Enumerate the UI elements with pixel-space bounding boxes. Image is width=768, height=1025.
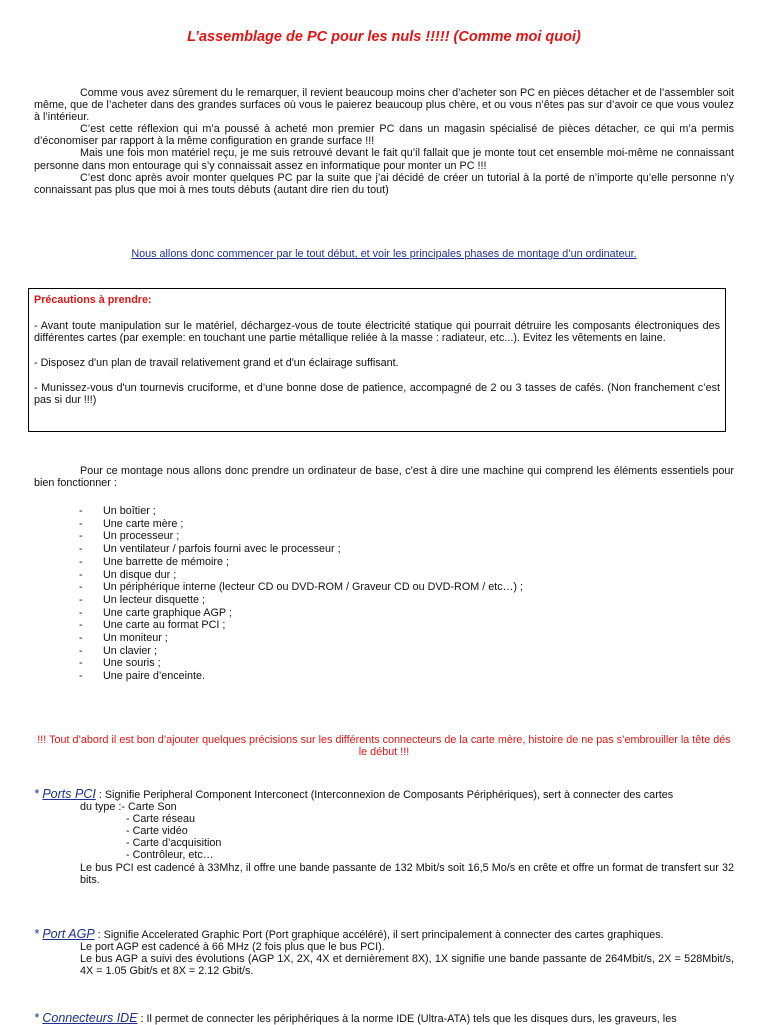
list-item: - Une souris ; <box>79 657 523 670</box>
ide-heading[interactable]: Connecteurs IDE <box>42 1011 138 1025</box>
intro-paragraph: C’est donc après avoir monter quelques PC par la suite que j’ai décidé de créer un tutorial à la porté de n’importe qu’elle personne n’y connaissant pas plus que moi à mes touts débuts (autant dire rien du tout) <box>34 171 734 196</box>
list-item: - Une carte mère ; <box>79 518 523 531</box>
list-item: - Un moniteur ; <box>79 632 523 645</box>
pci-section <box>34 788 734 886</box>
ide-link[interactable] <box>42 1011 137 1025</box>
list-item: - Carte vidéo <box>126 825 188 838</box>
precautions-heading: Précautions à prendre: <box>34 294 152 306</box>
phases-link[interactable]: Nous allons donc commencer par le tout début, et voir les principales phases de montage d’un ordinateur. <box>131 248 637 260</box>
agp-clock-info: Le port AGP est cadencé à 66 MHz (2 fois plus que le bus PCI). <box>80 941 385 954</box>
precaution-item: - Munissez-vous d'un tournevis cruciforme, et d’une bonne dose de patience, accompagné de 2 ou 3 tasses de cafés. (Non franchement c’est pas si dur !!!) <box>34 382 720 407</box>
list-item: - Un boîtier ; <box>79 505 523 518</box>
intro-paragraph: Comme vous avez sûrement du le remarquer, il revient beaucoup moins cher d’acheter son PC en pièces détacher et de l’assembler soit même, que de l’acheter dans des grandes surfaces où vous le paierez beaucoup plus chère, et ou vous n’êtes pas sur d’avoir ce que vous voulez à l’intérieur. <box>34 87 734 124</box>
pci-link[interactable] <box>42 787 96 801</box>
list-item: - Carte réseau <box>126 813 196 826</box>
list-item: - Une carte graphique AGP ; <box>79 607 523 620</box>
document-title: L’assemblage de PC pour les nuls !!!!! (Comme moi quoi) <box>187 29 581 45</box>
list-item: - Une barrette de mémoire ; <box>79 556 523 569</box>
pci-heading[interactable]: Ports PCI <box>42 787 96 801</box>
list-item: - Un processeur ; <box>79 530 523 543</box>
pci-description: : Signifie Peripheral Component Interconect (Interconnexion de Composants Périphériques), sert à connecter des cartes <box>95 789 674 801</box>
ide-bullet: * <box>34 1011 43 1025</box>
pci-type-label: du type :- Carte Son <box>80 801 177 814</box>
agp-section <box>34 928 734 977</box>
list-item: - Un lecteur disquette ; <box>79 594 523 607</box>
agp-evolution-info: Le bus AGP a suivi des évolutions (AGP 1X, 2X, 4X et dernièrement 8X), 1X signifie une bande passante de 264Mbit/s, 2X = 528Mbit/s, 4X = 1.05 Gbit/s et 8X = 2.12 Gbit/s. <box>80 953 734 978</box>
list-item: - Un disque dur ; <box>79 569 523 582</box>
precautions-box <box>28 288 726 432</box>
list-item: - Un ventilateur / parfois fourni avec le processeur ; <box>79 543 523 556</box>
list-item: - Carte d’acquisition <box>126 837 222 850</box>
intro-paragraph: Mais une fois mon matériel reçu, je me suis retrouvé devant le fait qu’il fallait que je monte tout cet ensemble moi-même ne connaissant personne dans mon entourage qui s’y connaissait assez en informatique pour monter un PC !!! <box>34 147 734 172</box>
list-item: - Un périphérique interne (lecteur CD ou DVD-ROM / Graveur CD ou DVD-ROM / etc…) ; <box>79 581 523 594</box>
list-item: - Une paire d’enceinte. <box>79 670 523 683</box>
list-item: - Une carte au format PCI ; <box>79 619 523 632</box>
intro-paragraph: C’est cette réflexion qui m’a poussé à acheté mon premier PC dans un magasin spécialisé de pièces détacher, ce qui m’a permis d’économiser par rapport à la même configuration en grande surface !!! <box>34 123 734 148</box>
list-item: - Contrôleur, etc… <box>126 849 214 862</box>
precaution-item: - Avant toute manipulation sur le matériel, déchargez-vous de toute électricité statique qui pourrait détruire les composants électroniques des différentes cartes (par exemple: en touchant une partie métallique reliée à la masse : radiateur, etc...). Evitez les vêtements en laine. <box>34 320 720 345</box>
agp-description: : Signifie Accelerated Graphic Port (Port graphique accéléré), il sert principalement à connecter des cartes graphiques. <box>94 929 664 941</box>
montage-intro <box>34 465 734 489</box>
list-item: - Un clavier ; <box>79 645 523 658</box>
components-list <box>79 505 523 683</box>
precaution-item: - Disposez d'un plan de travail relativement grand et d'un éclairage suffisant. <box>34 357 399 370</box>
agp-bullet: * <box>34 927 43 941</box>
agp-heading[interactable]: Port AGP <box>42 927 95 941</box>
ide-section <box>34 1012 734 1025</box>
montage-paragraph: Pour ce montage nous allons donc prendre un ordinateur de base, c’est à dire une machine qui comprend les éléments essentiels pour bien fonctionner : <box>34 465 734 490</box>
ide-description: : Il permet de connecter les périphériques à la norme IDE (Ultra-ATA) tels que les disques durs, les graveurs, les <box>137 1013 677 1025</box>
pci-bullet: * <box>34 787 43 801</box>
pci-bus-info: Le bus PCI est cadencé à 33Mhz, il offre une bande passante de 132 Mbit/s soit 16,5 Mo/s en crête et offre un format de transfert sur 32 bits. <box>80 861 734 886</box>
connectors-warning: !!! Tout d’abord il est bon d’ajouter quelques précisions sur les différents connecteurs de la carte mère, histoire de ne pas s’embrouiller la tête dés le début !!! <box>37 734 731 759</box>
intro-section <box>34 87 734 196</box>
pci-types-list <box>126 813 734 861</box>
agp-link[interactable] <box>42 927 94 941</box>
